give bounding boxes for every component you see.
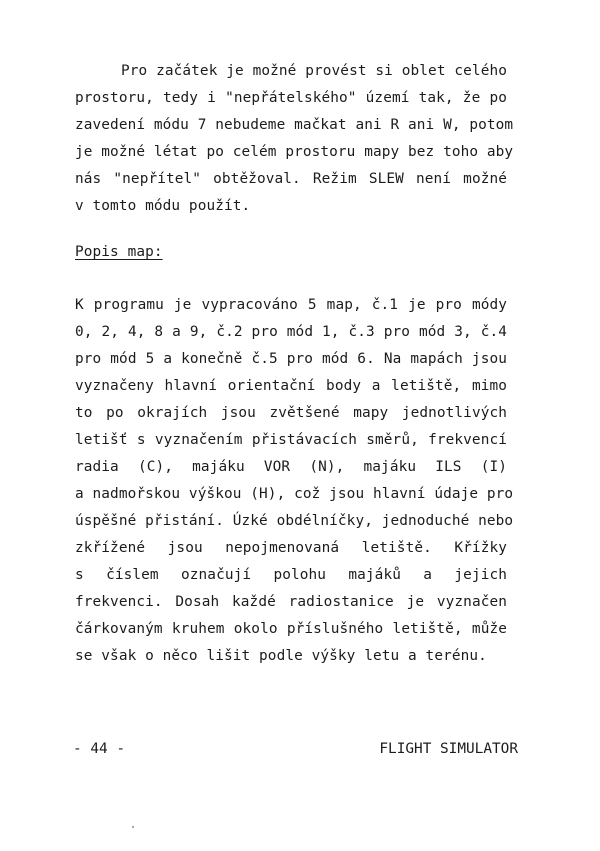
paragraph-2-line-10: zkřížené jsou nepojmenovaná letiště. Křížky — [75, 540, 507, 556]
paragraph-1-line-2: prostoru, tedy i "nepřátelského" území tak, že po — [75, 90, 507, 106]
footer-title: FLIGHT SIMULATOR — [379, 741, 518, 757]
paragraph-2-line-8: a nadmořskou výškou (H), což jsou hlavní údaje pro — [75, 486, 514, 502]
paragraph-2-line-13: čárkovaným kruhem okolo příslušného letiště, může — [75, 621, 507, 637]
paragraph-2-line-1: K programu je vypracováno 5 map, č.1 je pro módy — [75, 297, 507, 313]
section-heading: Popis map: — [75, 244, 163, 260]
paragraph-2-line-12: frekvenci. Dosah každé radiostanice je vyznačen — [75, 594, 507, 610]
paragraph-1-line-1: Pro začátek je možné provést si oblet celého — [121, 63, 507, 79]
paragraph-2-line-9: úspěšné přistání. Úzké obdélníčky, jednoduché nebo — [75, 513, 514, 529]
paragraph-2-line-14: se však o něco lišit podle výšky letu a terénu. — [75, 648, 487, 664]
paragraph-2-line-5: to po okrajích jsou zvětšené mapy jednotlivých — [75, 405, 507, 421]
paragraph-2-line-7: radia (C), majáku VOR (N), majáku ILS (I) — [75, 459, 507, 475]
paragraph-1-line-5: nás "nepřítel" obtěžoval. Režim SLEW není možné — [75, 171, 507, 187]
paragraph-2-line-6: letišť s vyznačením přistávacích směrů, frekvencí — [75, 432, 507, 448]
paragraph-2-line-11: s číslem označují polohu majáků a jejich — [75, 567, 507, 583]
page-number: - 44 - — [73, 741, 125, 757]
paragraph-2-line-4: vyznačeny hlavní orientační body a letiště, mimo — [75, 378, 507, 394]
scan-speck — [132, 826, 134, 828]
paragraph-2-line-2: 0, 2, 4, 8 a 9, č.2 pro mód 1, č.3 pro mód 3, č.4 — [75, 324, 507, 340]
paragraph-2-line-3: pro mód 5 a konečně č.5 pro mód 6. Na mapách jsou — [75, 351, 507, 367]
paragraph-1-line-6: v tomto módu použít. — [75, 198, 251, 214]
paragraph-1-line-3: zavedení módu 7 nebudeme mačkat ani R ani W, potom — [75, 117, 514, 133]
paragraph-1-line-4: je možné létat po celém prostoru mapy bez toho aby — [75, 144, 514, 160]
